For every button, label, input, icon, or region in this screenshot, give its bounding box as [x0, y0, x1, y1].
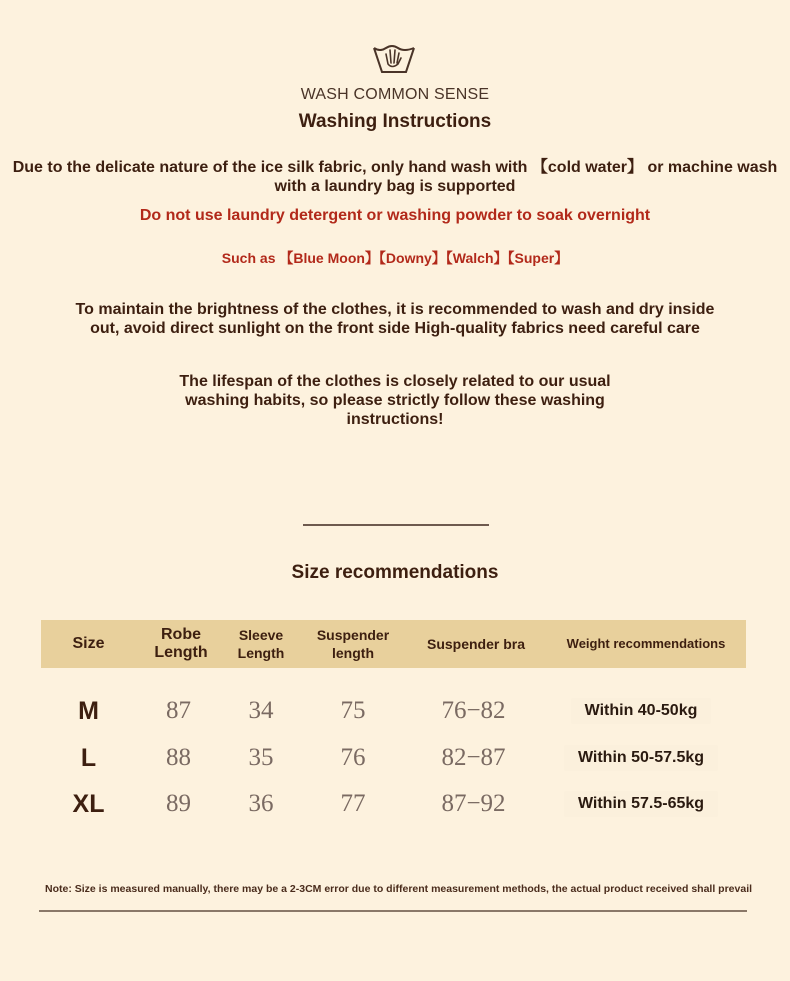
suspender-bra-cell: 76−82 — [441, 697, 506, 724]
section-subtitle: WASH COMMON SENSE — [300, 86, 490, 103]
table-row — [41, 738, 746, 778]
section-divider — [303, 524, 489, 526]
sleeve-length-cell: 36 — [248, 790, 274, 817]
lifespan-text: The lifespan of the clothes is closely related to our usual washing habits, so please strictly follow these washing instructions! — [179, 373, 611, 428]
header-sleeve-length: Sleeve Length — [237, 627, 285, 661]
table-row — [41, 784, 746, 824]
robe-length-cell: 88 — [166, 744, 191, 771]
header-suspender-length: Suspender length — [316, 627, 390, 661]
wash-instruction-paragraph — [0, 158, 790, 196]
weight-cell — [541, 784, 741, 824]
sleeve-length-cell: 34 — [248, 697, 274, 724]
size-cell: M — [78, 696, 99, 725]
header-weight: Weight recommendations — [566, 636, 726, 651]
suspender-length-cell: 77 — [340, 790, 366, 817]
robe-length-cell: 87 — [166, 697, 191, 724]
weight-cell — [541, 691, 741, 731]
robe-length-cell: 89 — [166, 790, 191, 817]
suspender-bra-cell: 82−87 — [441, 744, 506, 771]
size-table-header — [41, 620, 746, 668]
hand-wash-icon — [370, 38, 418, 78]
suspender-length-cell: 76 — [340, 744, 366, 771]
weight-value: Within 40-50kg — [571, 698, 712, 724]
suspender-length-cell: 75 — [340, 697, 366, 724]
lifespan-paragraph — [0, 372, 790, 429]
header-size: Size — [72, 635, 105, 652]
weight-value: Within 57.5-65kg — [564, 791, 718, 817]
size-cell: L — [80, 743, 97, 772]
warning-text: Do not use laundry detergent or washing powder to soak overnight — [139, 207, 651, 224]
brand-examples: Such as 【Blue Moon】【Downy】【Walch】【Super】 — [221, 250, 569, 266]
table-row — [41, 691, 746, 731]
bottom-divider — [39, 910, 747, 912]
size-cell: XL — [72, 789, 105, 818]
sleeve-length-cell: 35 — [248, 744, 274, 771]
weight-value: Within 50-57.5kg — [564, 745, 718, 771]
drying-instruction-paragraph — [0, 300, 790, 338]
page-title: Washing Instructions — [298, 111, 492, 132]
suspender-bra-cell: 87−92 — [441, 790, 506, 817]
header-suspender-bra: Suspender bra — [426, 636, 526, 652]
size-section-title: Size recommendations — [291, 562, 499, 583]
wash-instruction-text: Due to the delicate nature of the ice silk fabric, only hand wash with 【cold water】 or machine wash with a laundry bag is supported — [12, 159, 778, 195]
weight-cell — [541, 738, 741, 778]
header-robe-length: Robe Length — [154, 626, 208, 661]
measurement-note: Note: Size is measured manually, there may be a 2-3CM error due to different measurement methods, the actual product received shall prevail — [45, 883, 753, 895]
drying-instruction-text: To maintain the brightness of the clothes, it is recommended to wash and dry inside out, avoid direct sunlight on the front side High-quality fabrics need careful care — [75, 301, 715, 337]
